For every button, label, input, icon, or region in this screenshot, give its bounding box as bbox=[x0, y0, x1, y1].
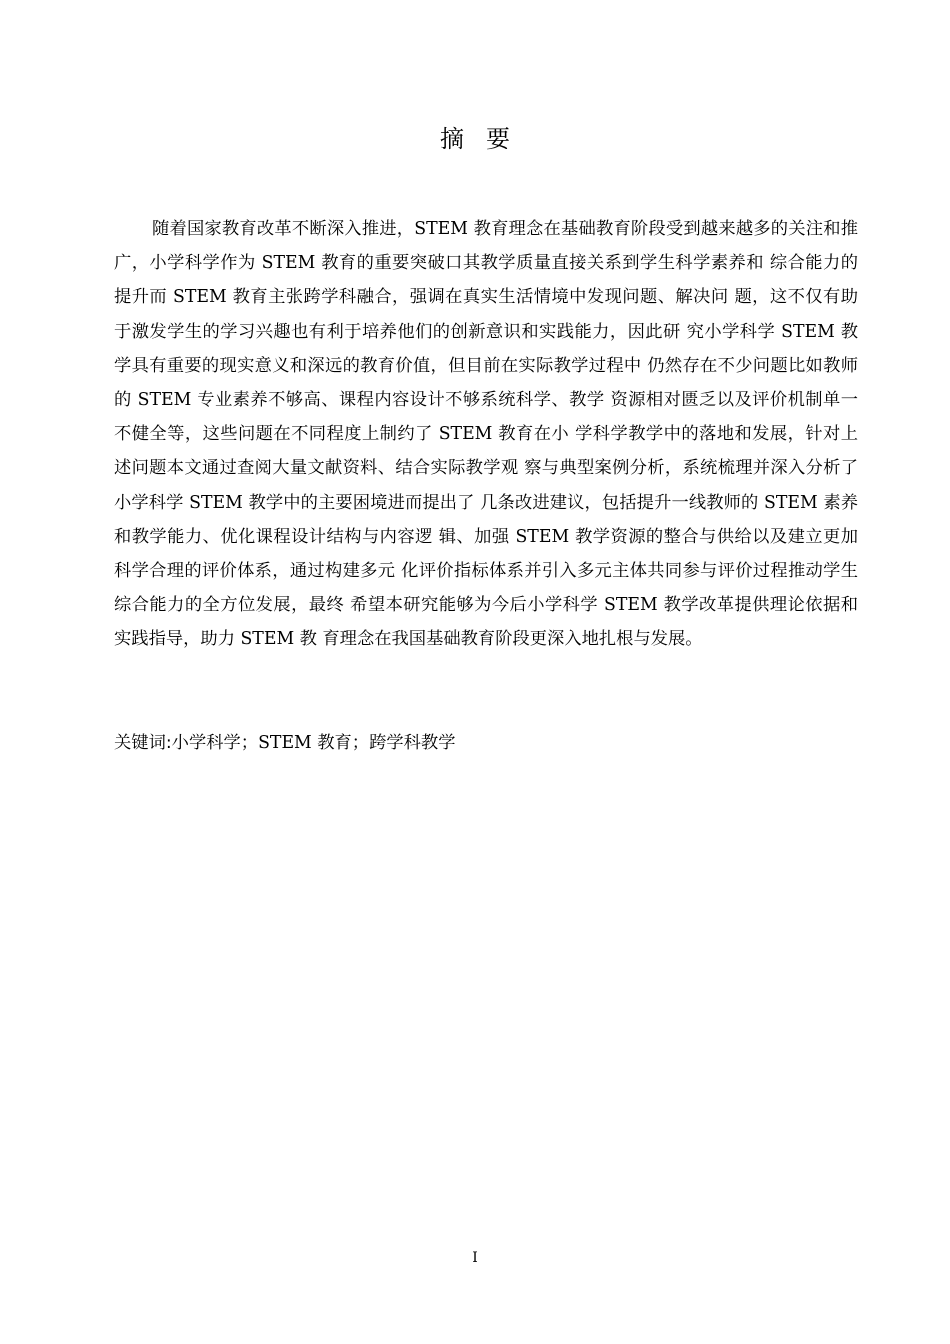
abstract-title: 摘要 bbox=[440, 125, 532, 153]
keywords-line bbox=[114, 726, 858, 760]
keywords-label: 关键词: bbox=[114, 733, 172, 753]
page-number: I bbox=[472, 1250, 478, 1266]
keywords-value: 小学科学；STEM 教育；跨学科教学 bbox=[171, 733, 456, 753]
abstract-body: 随着国家教育改革不断深入推进，STEM 教育理念在基础教育阶段受到越来越多的关注和推广，小学科学作为 STEM 教育的重要突破口其教学质量直接关系到学生科学素养和 综合能力的提升而 STEM 教育主张跨学科融合，强调在真实生活情境中发现问题、解决问 题，这不仅有助于激发学生的学习兴趣也有利于培养他们的创新意识和实践能力，因此研 究小学科学 STEM 教学具有重要的现实意义和深远的教育价值，但目前在实际教学过程中 仍然存在不少问题比如教师的 STEM 专业素养不够高、课程内容设计不够系统科学、教学 资源相对匮乏以及评价机制单一不健全等，这些问题在不同程度上制约了 STEM 教育在小 学科学教学中的落地和发展，针对上述问题本文通过查阅大量文献资料、结合实际教学观 察与典型案例分析，系统梳理并深入分析了小学科学 STEM 教学中的主要困境进而提出了 几条改进建议，包括提升一线教师的 STEM 素养和教学能力、优化课程设计结构与内容逻 辑、加强 STEM 教学资源的整合与供给以及建立更加科学合理的评价体系，通过构建多元 化评价指标体系并引入多元主体共同参与评价过程推动学生综合能力的全方位发展，最终 希望本研究能够为今后小学科学 STEM 教学改革提供理论依据和实践指导，助力 STEM 教 育理念在我国基础教育阶段更深入地扎根与发展。 bbox=[114, 219, 858, 650]
